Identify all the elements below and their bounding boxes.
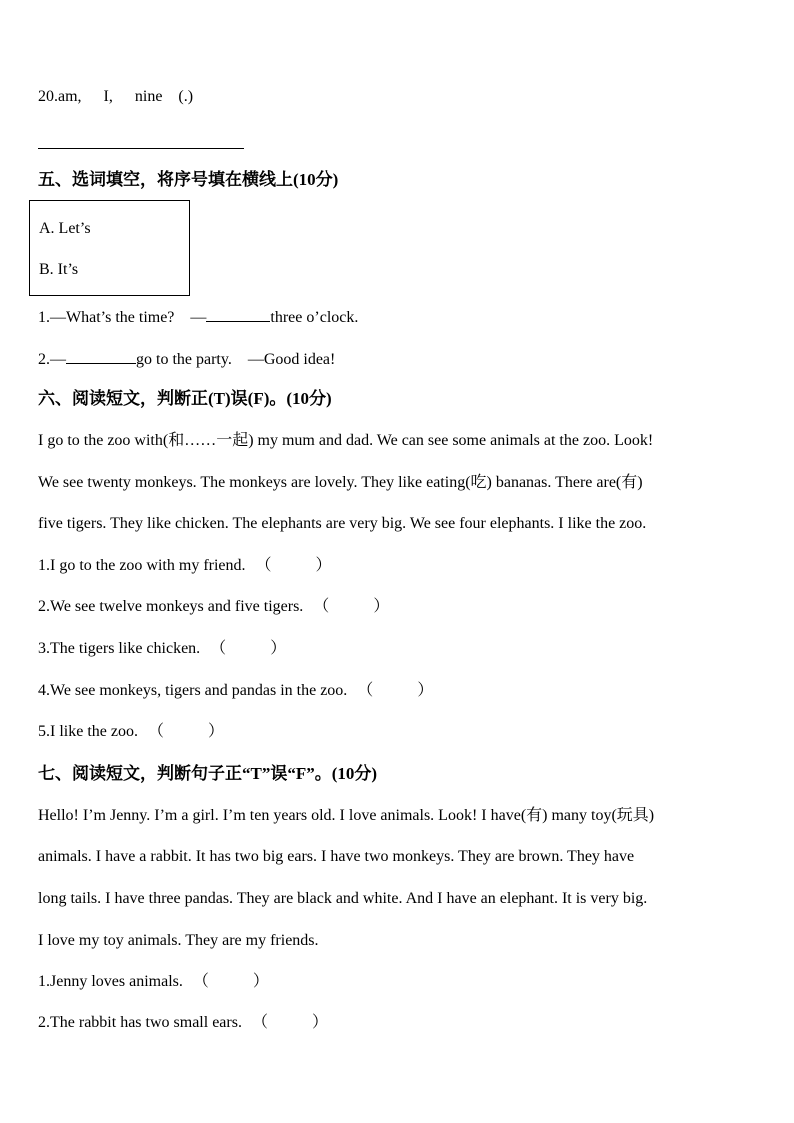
s5q1-dash: —: [190, 309, 207, 326]
s5q1-answer: three o’clock.: [270, 309, 359, 326]
s7q1-answer-box[interactable]: （ ）: [192, 973, 269, 990]
section6-question-1: [38, 556, 332, 576]
s5q1-prompt: 1.—What’s the time?: [38, 309, 175, 326]
section6-passage-line-2: We see twenty monkeys. The monkeys are lovely. They like eating(吃) bananas. There are(有): [38, 474, 643, 491]
s6q4-answer-box[interactable]: （ ）: [357, 682, 434, 699]
section6-passage-line-1: I go to the zoo with(和……一起) my mum and dad. We can see some animals at the zoo. Look!: [38, 432, 654, 449]
option-a: A. Let’s: [39, 220, 91, 237]
section5-question-1: [38, 307, 358, 328]
q20-answer-line: [38, 148, 244, 149]
section7-passage-line-1: Hello! I’m Jenny. I’m a girl. I’m ten years old. I love animals. Look! I have(有) many toy(玩具): [38, 807, 655, 824]
q20-word-4: (.): [178, 88, 194, 105]
section7-passage-line-4: I love my toy animals. They are my friends.: [38, 932, 319, 949]
section6-passage-line-3: five tigers. They like chicken. The elephants are very big. We see four elephants. I like the zoo.: [38, 515, 647, 532]
s6q3-text: 3.The tigers like chicken.: [38, 640, 201, 657]
q20-word-1: am,: [58, 88, 82, 105]
s5q2-prompt: 2.—: [38, 351, 66, 368]
q20-word-3: nine: [134, 88, 163, 105]
s5q2-blank[interactable]: [66, 349, 136, 364]
q20-number: 20.: [38, 88, 58, 105]
s7q1-text: 1.Jenny loves animals.: [38, 973, 183, 990]
section6-heading: 六、阅读短文，判断正(T)误(F)。(10分): [38, 389, 332, 408]
section6-question-5: [38, 722, 224, 742]
section5-heading: 五、选词填空，将序号填在横线上(10分): [38, 170, 339, 189]
s5q2-reply: —Good idea!: [247, 351, 336, 368]
s6q5-answer-box[interactable]: （ ）: [147, 723, 224, 740]
s7q2-text: 2.The rabbit has two small ears.: [38, 1014, 242, 1031]
s5q1-blank[interactable]: [206, 307, 270, 322]
s6q4-text: 4.We see monkeys, tigers and pandas in the zoo.: [38, 682, 348, 699]
q20-line: [38, 87, 193, 107]
s5q2-rest: go to the party.: [136, 351, 232, 368]
options-box: [29, 200, 190, 296]
section6-question-2: [38, 597, 389, 617]
s6q1-text: 1.I go to the zoo with my friend.: [38, 557, 246, 574]
option-b: B. It’s: [39, 261, 79, 278]
s6q2-answer-box[interactable]: （ ）: [313, 598, 390, 615]
section7-passage-line-3: long tails. I have three pandas. They are black and white. And I have an elephant. It is very big.: [38, 890, 648, 907]
section7-heading: 七、阅读短文，判断句子正“T”误“F”。(10分): [38, 764, 378, 783]
s6q2-text: 2.We see twelve monkeys and five tigers.: [38, 598, 304, 615]
section7-question-2: [38, 1013, 328, 1033]
s6q1-answer-box[interactable]: （ ）: [255, 557, 332, 574]
s6q5-text: 5.I like the zoo.: [38, 723, 138, 740]
section7-passage-line-2: animals. I have a rabbit. It has two big ears. I have two monkeys. They are brown. They have: [38, 848, 635, 865]
section6-question-3: [38, 639, 286, 659]
s7q2-answer-box[interactable]: （ ）: [251, 1014, 328, 1031]
section6-question-4: [38, 681, 433, 701]
q20-word-2: I,: [103, 88, 113, 105]
s6q3-answer-box[interactable]: （ ）: [210, 640, 287, 657]
section5-question-2: [38, 349, 335, 370]
section7-question-1: [38, 972, 269, 992]
